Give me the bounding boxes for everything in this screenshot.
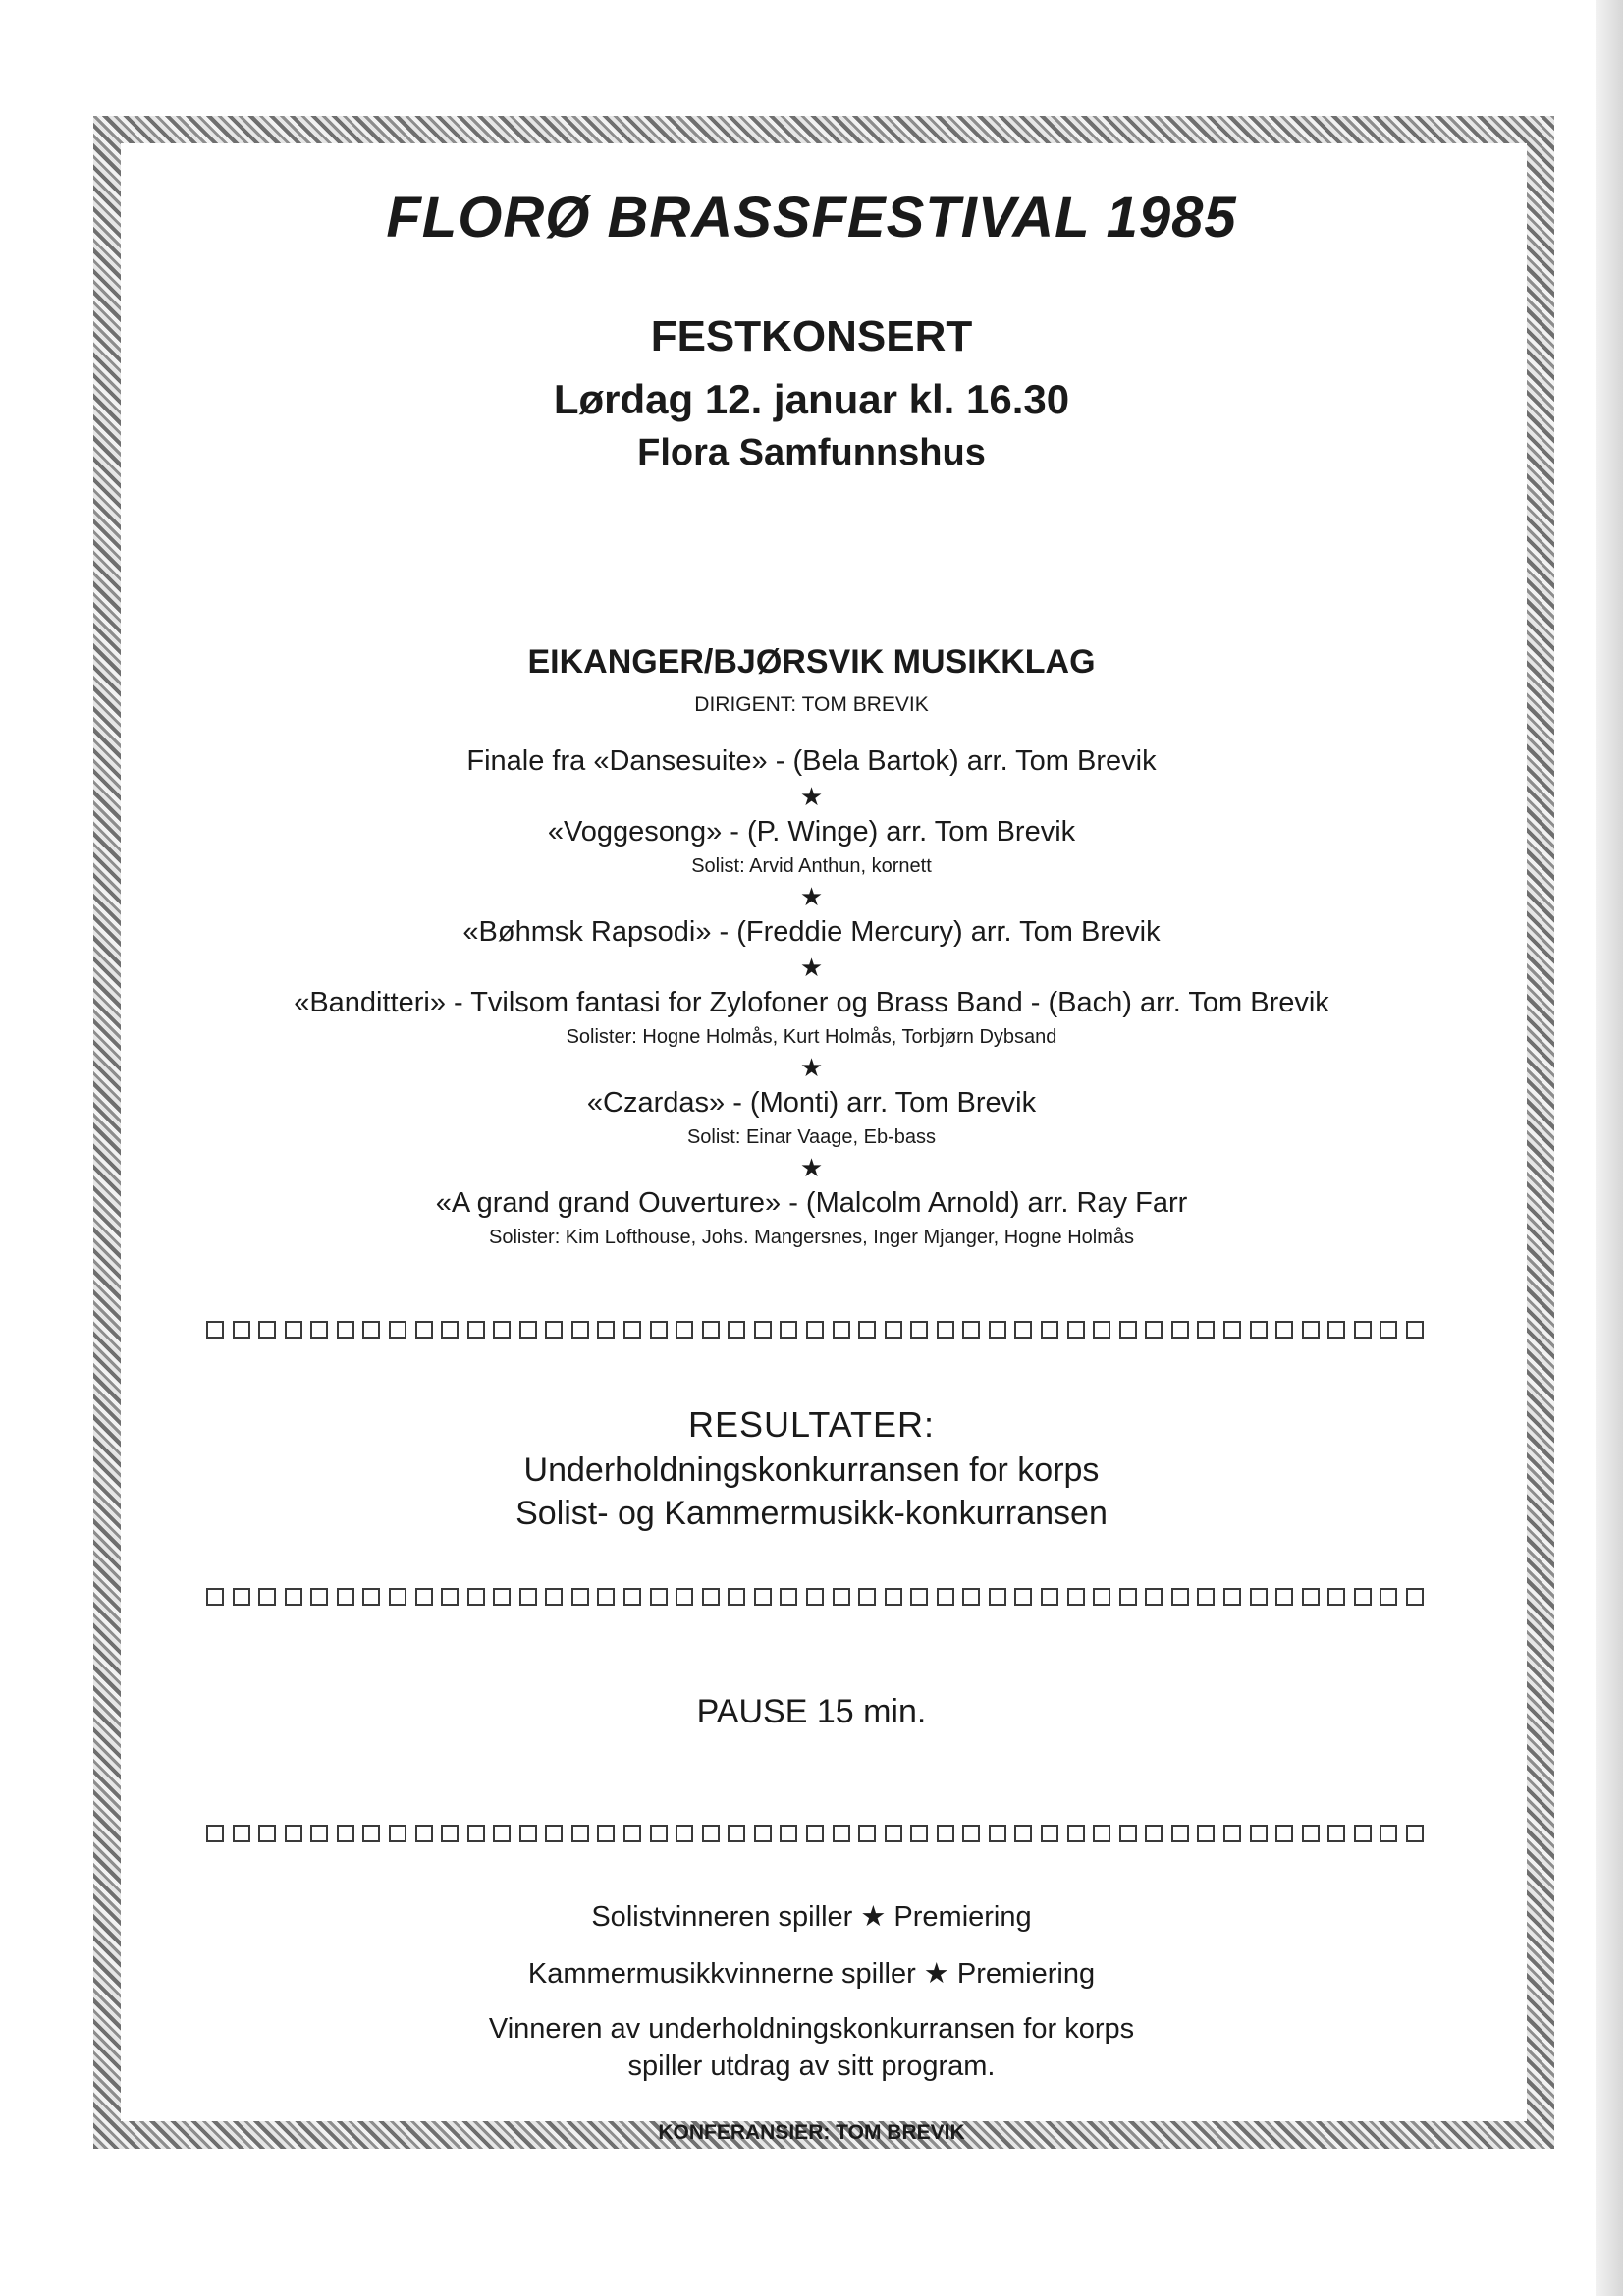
divider-square (937, 1588, 954, 1606)
divider-square (1119, 1588, 1137, 1606)
divider-square (519, 1825, 537, 1842)
divider-square (493, 1588, 511, 1606)
divider-square (1171, 1588, 1189, 1606)
box-divider (206, 1588, 1424, 1610)
divider-square (1197, 1321, 1215, 1339)
divider-square (362, 1825, 380, 1842)
divider-square (623, 1825, 641, 1842)
divider-square (1302, 1825, 1320, 1842)
divider-square (1041, 1321, 1058, 1339)
program-item (0, 983, 1623, 1052)
divider-square (1327, 1588, 1345, 1606)
divider-square (650, 1321, 668, 1339)
divider-square (441, 1321, 459, 1339)
divider-square (233, 1588, 250, 1606)
divider-square (833, 1588, 850, 1606)
divider-square (258, 1321, 276, 1339)
divider-square (1223, 1825, 1241, 1842)
divider-square (519, 1588, 537, 1606)
divider-square (285, 1588, 302, 1606)
divider-square (858, 1321, 876, 1339)
band-name: EIKANGER/BJØRSVIK MUSIKKLAG (527, 643, 1096, 681)
divider-square (937, 1825, 954, 1842)
results-heading: RESULTATER: (687, 1404, 936, 1445)
divider-square (1223, 1321, 1241, 1339)
divider-square (1380, 1825, 1397, 1842)
divider-square (1119, 1825, 1137, 1842)
divider-square (1093, 1588, 1110, 1606)
divider-square (337, 1321, 354, 1339)
divider-square (337, 1588, 354, 1606)
divider-square (310, 1588, 328, 1606)
divider-square (833, 1321, 850, 1339)
divider-square (989, 1825, 1006, 1842)
divider-square (258, 1588, 276, 1606)
divider-square (728, 1321, 745, 1339)
divider-square (1145, 1321, 1163, 1339)
program-item (0, 912, 1623, 952)
divider-square (545, 1321, 563, 1339)
divider-square (362, 1588, 380, 1606)
piece-title: «Banditteri» - Tvilsom fantasi for Zylofoner og Brass Band - (Bach) arr. Tom Brevik (294, 987, 1329, 1018)
piece-title: «Czardas» - (Monti) arr. Tom Brevik (586, 1087, 1037, 1119)
divider-square (937, 1321, 954, 1339)
divider-square (1223, 1588, 1241, 1606)
divider-square (910, 1321, 928, 1339)
divider-square (728, 1825, 745, 1842)
divider-square (989, 1321, 1006, 1339)
divider-square (285, 1321, 302, 1339)
divider-square (206, 1588, 224, 1606)
piece-soloists: Solist: Einar Vaage, Eb-bass (686, 1126, 937, 1148)
divider-square (702, 1321, 720, 1339)
results-line: Underholdningskonkurransen for korps (523, 1451, 1100, 1489)
divider-square (1145, 1588, 1163, 1606)
divider-square (571, 1588, 589, 1606)
divider-square (754, 1588, 772, 1606)
divider-square (206, 1321, 224, 1339)
divider-square (519, 1321, 537, 1339)
divider-square (1014, 1588, 1032, 1606)
separator-star-icon: ★ (799, 1053, 824, 1082)
divider-square (1302, 1588, 1320, 1606)
program-list (0, 741, 1623, 1252)
closing-line: Vinneren av underholdningskonkurransen for korps (488, 2013, 1135, 2045)
divider-square (806, 1588, 824, 1606)
divider-square (780, 1588, 797, 1606)
divider-square (728, 1588, 745, 1606)
divider-square (389, 1321, 406, 1339)
divider-square (258, 1825, 276, 1842)
divider-square (623, 1321, 641, 1339)
divider-square (962, 1588, 980, 1606)
divider-square (1067, 1588, 1085, 1606)
divider-square (467, 1825, 485, 1842)
divider-square (754, 1321, 772, 1339)
divider-square (1250, 1825, 1268, 1842)
separator-star-icon: ★ (799, 953, 824, 982)
divider-square (467, 1588, 485, 1606)
divider-square (1093, 1321, 1110, 1339)
divider-square (441, 1588, 459, 1606)
divider-square (441, 1825, 459, 1842)
divider-square (233, 1825, 250, 1842)
divider-square (1406, 1588, 1424, 1606)
divider-square (885, 1321, 902, 1339)
divider-square (597, 1825, 615, 1842)
festival-title: FLORØ BRASSFESTIVAL 1985 (386, 186, 1237, 249)
divider-square (1275, 1825, 1293, 1842)
divider-square (1275, 1321, 1293, 1339)
divider-square (806, 1321, 824, 1339)
divider-square (233, 1321, 250, 1339)
divider-square (1380, 1321, 1397, 1339)
divider-square (702, 1825, 720, 1842)
divider-square (780, 1321, 797, 1339)
divider-square (1406, 1321, 1424, 1339)
divider-square (885, 1588, 902, 1606)
closing-line: Kammermusikkvinnerne spiller ★ Premiering (527, 1958, 1096, 1990)
divider-square (1041, 1588, 1058, 1606)
divider-square (1197, 1825, 1215, 1842)
program-item (0, 1183, 1623, 1252)
piece-soloists: Solister: Hogne Holmås, Kurt Holmås, Torbjørn Dybsand (566, 1026, 1057, 1048)
divider-square (702, 1588, 720, 1606)
divider-square (1327, 1825, 1345, 1842)
box-divider (206, 1825, 1424, 1846)
program-item (0, 741, 1623, 781)
divider-square (623, 1588, 641, 1606)
divider-square (650, 1588, 668, 1606)
divider-square (389, 1588, 406, 1606)
divider-square (467, 1321, 485, 1339)
divider-square (1275, 1588, 1293, 1606)
divider-square (676, 1825, 693, 1842)
concert-venue: Flora Samfunnshus (637, 432, 986, 473)
closing-line: spiller utdrag av sitt program. (627, 2050, 996, 2082)
divider-square (415, 1321, 433, 1339)
divider-square (285, 1825, 302, 1842)
divider-square (676, 1588, 693, 1606)
divider-square (1327, 1321, 1345, 1339)
divider-square (910, 1588, 928, 1606)
divider-square (754, 1825, 772, 1842)
divider-square (1354, 1588, 1372, 1606)
divider-square (571, 1825, 589, 1842)
master-of-ceremonies: KONFERANSIER: TOM BREVIK (658, 2121, 965, 2144)
divider-square (597, 1321, 615, 1339)
piece-soloists: Solister: Kim Lofthouse, Johs. Mangersnes, Inger Mjanger, Hogne Holmås (489, 1227, 1134, 1248)
divider-square (833, 1825, 850, 1842)
program-item (0, 1083, 1623, 1152)
divider-square (310, 1321, 328, 1339)
divider-square (1119, 1321, 1137, 1339)
divider-square (1250, 1588, 1268, 1606)
divider-square (885, 1825, 902, 1842)
divider-square (415, 1588, 433, 1606)
divider-square (1380, 1588, 1397, 1606)
divider-square (389, 1825, 406, 1842)
piece-title: «Bøhmsk Rapsodi» - (Freddie Mercury) arr. Tom Brevik (462, 916, 1161, 948)
divider-square (1067, 1321, 1085, 1339)
divider-square (206, 1825, 224, 1842)
divider-square (962, 1321, 980, 1339)
separator-star-icon: ★ (799, 782, 824, 811)
divider-square (989, 1588, 1006, 1606)
piece-title: Finale fra «Dansesuite» - (Bela Bartok) arr. Tom Brevik (466, 745, 1157, 777)
divider-square (1302, 1321, 1320, 1339)
divider-square (676, 1321, 693, 1339)
divider-square (1197, 1588, 1215, 1606)
divider-square (310, 1825, 328, 1842)
divider-square (571, 1321, 589, 1339)
separator-star-icon: ★ (799, 882, 824, 911)
divider-square (780, 1825, 797, 1842)
divider-square (858, 1825, 876, 1842)
results-line: Solist- og Kammermusikk-konkurransen (515, 1495, 1108, 1532)
divider-square (337, 1825, 354, 1842)
pause-notice: PAUSE 15 min. (696, 1693, 927, 1730)
divider-square (362, 1321, 380, 1339)
divider-square (1406, 1825, 1424, 1842)
concert-title: FESTKONSERT (650, 312, 973, 360)
divider-square (1014, 1321, 1032, 1339)
divider-square (858, 1588, 876, 1606)
divider-square (545, 1825, 563, 1842)
conductor: DIRIGENT: TOM BREVIK (694, 693, 929, 716)
divider-square (415, 1825, 433, 1842)
program-item (0, 812, 1623, 881)
piece-title: «Voggesong» - (P. Winge) arr. Tom Brevik (547, 816, 1076, 847)
divider-square (1067, 1825, 1085, 1842)
divider-square (1250, 1321, 1268, 1339)
divider-square (493, 1825, 511, 1842)
piece-soloists: Solist: Arvid Anthun, kornett (691, 855, 932, 877)
concert-date-time: Lørdag 12. januar kl. 16.30 (553, 376, 1070, 422)
divider-square (1014, 1825, 1032, 1842)
separator-star-icon: ★ (799, 1153, 824, 1182)
divider-square (1041, 1825, 1058, 1842)
divider-square (1171, 1321, 1189, 1339)
divider-square (910, 1825, 928, 1842)
divider-square (1354, 1825, 1372, 1842)
divider-square (1171, 1825, 1189, 1842)
divider-square (650, 1825, 668, 1842)
divider-square (545, 1588, 563, 1606)
closing-line: Solistvinneren spiller ★ Premiering (591, 1901, 1032, 1933)
divider-square (1354, 1321, 1372, 1339)
divider-square (597, 1588, 615, 1606)
divider-square (962, 1825, 980, 1842)
divider-square (806, 1825, 824, 1842)
box-divider (206, 1321, 1424, 1342)
divider-square (1145, 1825, 1163, 1842)
divider-square (1093, 1825, 1110, 1842)
divider-square (493, 1321, 511, 1339)
piece-title: «A grand grand Ouverture» - (Malcolm Arnold) arr. Ray Farr (435, 1187, 1188, 1219)
